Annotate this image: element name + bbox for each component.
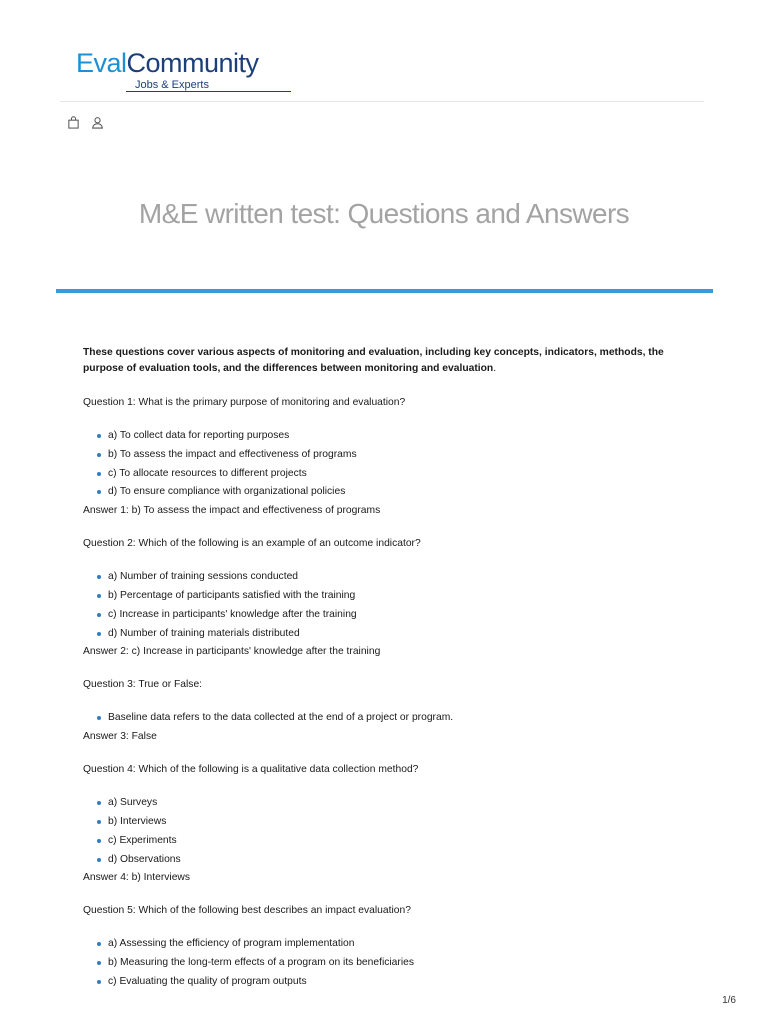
option-item: a) To collect data for reporting purposes [97,428,703,444]
option-item: d) To ensure compliance with organizational policies [97,484,703,500]
question: Question 1: What is the primary purpose of monitoring and evaluation? [83,397,406,408]
shopping-bag-icon[interactable] [66,115,80,129]
options-list [83,795,703,867]
article-content [83,345,703,993]
site-logo[interactable] [76,48,259,91]
answer: Answer 1: b) To assess the impact and effectiveness of programs [83,505,381,517]
logo-tagline: Jobs & Experts [135,79,209,91]
option-item: b) To assess the impact and effectiveness of programs [97,447,703,463]
page-number: 1/6 [722,995,736,1006]
page-title: M&E written test: Questions and Answers [138,198,630,229]
answer: Answer 2: c) Increase in participants' knowledge after the training [83,646,381,658]
option-item: d) Observations [97,852,703,868]
option-item: c) Experiments [97,833,703,849]
answer: Answer 3: False [83,731,157,743]
question: Question 2: Which of the following is an example of an outcome indicator? [83,538,421,550]
option-item: a) Number of training sessions conducted [97,569,703,585]
header-icons [66,115,104,129]
options-list [83,569,703,641]
option-item: c) Evaluating the quality of program outputs [97,974,703,990]
option-item: c) To allocate resources to different projects [97,466,703,482]
logo-text-community: Community [126,48,259,78]
option-item: a) Surveys [97,795,703,811]
title-divider [56,289,713,293]
option-item: b) Interviews [97,814,703,830]
answer: Answer 4: b) Interviews [83,872,191,884]
intro-tail: . [493,363,497,374]
intro-text: These questions cover various aspects of monitoring and evaluation, including key concepts, indicators, methods, the purpose of evaluation tools, and the differences between monitoring and evaluation [83,347,664,374]
options-list [83,428,703,500]
option-item: b) Measuring the long-term effects of a program on its beneficiaries [97,955,703,971]
logo-underline [126,91,291,92]
options-list [83,936,703,990]
options-list [83,710,703,726]
option-item: c) Increase in participants' knowledge after the training [97,607,703,623]
header-divider [60,101,704,102]
option-item: b) Percentage of participants satisfied with the training [97,588,703,604]
option-item: d) Number of training materials distributed [97,626,703,642]
user-icon[interactable] [90,115,104,129]
option-item: Baseline data refers to the data collected at the end of a project or program. [97,710,703,726]
option-item: a) Assessing the efficiency of program implementation [97,936,703,952]
question: Question 4: Which of the following is a qualitative data collection method? [83,764,419,776]
intro-paragraph [83,345,703,377]
question: Question 5: Which of the following best describes an impact evaluation? [83,905,411,917]
question: Question 3: True or False: [83,679,203,691]
logo-text-eval: Eval [76,48,127,78]
